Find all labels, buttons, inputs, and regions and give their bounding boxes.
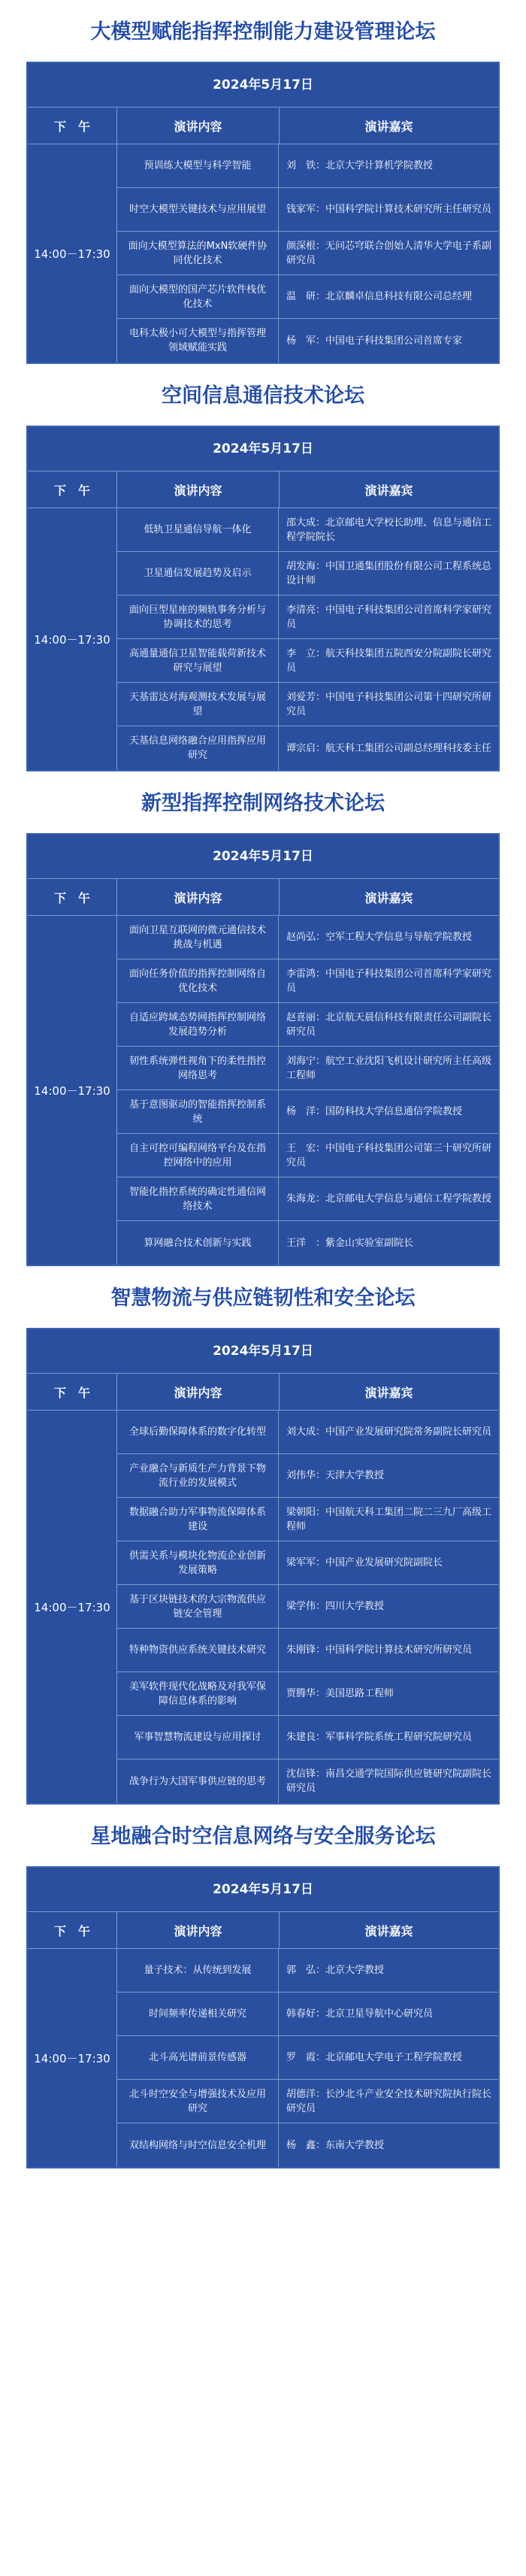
schedule-date: 2024年5月17日 xyxy=(28,1868,498,1912)
table-header-row xyxy=(28,471,498,508)
forum-section xyxy=(0,0,526,364)
talk-topic: 时空大模型关键技术与应用展望 xyxy=(117,188,279,231)
header-topic: 演讲内容 xyxy=(117,879,280,915)
table-row xyxy=(117,552,498,596)
talk-speaker: 王洋 ：紫金山实验室副院长 xyxy=(286,1237,414,1249)
table-row xyxy=(117,232,498,275)
talk-topic: 双结构网络与时空信息安全机理 xyxy=(117,2123,279,2167)
table-row xyxy=(117,319,498,362)
talk-topic: 面向巨型星座的频轨事务分析与协调技术的思考 xyxy=(117,596,279,638)
talk-speaker: 赵喜丽：北京航天晨信科技有限责任公司副院长研究员 xyxy=(286,1011,492,1038)
talk-topic: 卫星通信发展趋势及启示 xyxy=(117,552,279,595)
forum-title: 智慧物流与供应链韧性和安全论坛 xyxy=(110,1286,416,1310)
talk-topic: 自主可控可编程网络平台及在指控网络中的应用 xyxy=(117,1134,279,1177)
forum-title: 星地融合时空信息网络与安全服务论坛 xyxy=(90,1825,436,1848)
table-header-row xyxy=(28,1374,498,1411)
header-speaker: 演讲嘉宾 xyxy=(364,1923,413,1938)
table-row xyxy=(117,1585,498,1629)
talk-topic: 北斗高光谱前景传感器 xyxy=(117,2036,279,2079)
header-time: 下 午 xyxy=(28,1912,117,1948)
session-time: 14:00－17:30 xyxy=(28,144,117,362)
talk-topic: 军事智慧物流建设与应用探讨 xyxy=(117,1716,279,1759)
header-topic: 演讲内容 xyxy=(117,108,280,144)
talk-speaker: 梁学伟：四川大学教授 xyxy=(286,1601,385,1612)
schedule-date: 2024年5月17日 xyxy=(28,1329,498,1374)
talk-topic: 高通量通信卫星智能载荷新技术研究与展望 xyxy=(117,639,279,682)
talk-speaker: 郭 弘：北京大学教授 xyxy=(286,1965,385,1976)
header-speaker: 演讲嘉宾 xyxy=(364,119,413,134)
table-body xyxy=(28,1411,498,1803)
table-row xyxy=(117,959,498,1003)
table-row xyxy=(117,1177,498,1221)
talk-speaker: 杨 鑫：东南大学教授 xyxy=(286,2139,385,2151)
header-speaker: 演讲嘉宾 xyxy=(364,1385,413,1400)
session-time: 14:00－17:30 xyxy=(28,1949,117,2167)
header-topic: 演讲内容 xyxy=(117,1374,280,1410)
schedule-table xyxy=(26,426,500,771)
talk-topic: 基于意图驱动的智能指挥控制系统 xyxy=(117,1090,279,1133)
table-body xyxy=(28,1949,498,2167)
talk-topic: 战争行为大国军事供应链的思考 xyxy=(117,1759,279,1803)
talk-topic: 面向大模型的国产芯片软件栈优化技术 xyxy=(117,275,279,318)
table-row xyxy=(117,2123,498,2167)
schedule-date: 2024年5月17日 xyxy=(28,63,498,108)
talk-speaker: 温 研：北京麟卓信息科技有限公司总经理 xyxy=(286,291,473,302)
table-body xyxy=(28,508,498,770)
talk-topic: 特种物资供应系统关键技术研究 xyxy=(117,1629,279,1671)
talk-topic: 天基雷达对海观测技术发展与展望 xyxy=(117,683,279,726)
table-row xyxy=(117,1134,498,1177)
talk-topic: 美军软件现代化战略及对我军保障信息体系的影响 xyxy=(117,1672,279,1715)
talk-speaker: 梁军军：中国产业发展研究院副院长 xyxy=(286,1557,443,1568)
table-row xyxy=(117,1993,498,2036)
talk-speaker: 朱建良：军事科学院系统工程研究院研究员 xyxy=(286,1732,473,1743)
talk-speaker: 杨 军：中国电子科技集团公司首席专家 xyxy=(286,335,463,347)
talk-speaker: 沈信锋：南昌交通学院国际供应链研究院副院长研究员 xyxy=(286,1768,492,1794)
talk-speaker: 李清亮：中国电子科技集团公司首席科学家研究员 xyxy=(286,604,492,630)
talk-speaker: 朱海龙：北京邮电大学信息与通信工程学院教授 xyxy=(286,1193,492,1205)
talk-speaker: 杨 洋：国防科技大学信息通信学院教授 xyxy=(286,1106,463,1117)
table-row xyxy=(117,1003,498,1047)
talk-topic: 面向任务价值的指挥控制网络自优化技术 xyxy=(117,959,279,1002)
header-speaker: 演讲嘉宾 xyxy=(364,890,413,905)
table-body xyxy=(28,144,498,362)
table-row xyxy=(117,188,498,232)
talk-speaker: 刘 铁：北京大学计算机学院教授 xyxy=(286,160,434,171)
table-row xyxy=(117,2080,498,2123)
talk-topic: 电科太极小可大模型与指挥管理领域赋能实践 xyxy=(117,319,279,362)
talk-speaker: 刘爱芳：中国电子科技集团公司第十四研究所研究员 xyxy=(286,691,492,717)
forum-section xyxy=(0,364,526,771)
forum-section xyxy=(0,1266,526,1805)
talk-topic: 面向卫星互联网的微元通信技术挑战与机遇 xyxy=(117,916,279,959)
talk-topic: 数据融合助力军事物流保障体系建设 xyxy=(117,1498,279,1541)
table-row xyxy=(117,726,498,770)
table-body xyxy=(28,916,498,1265)
talk-topic: 算网融合技术创新与实践 xyxy=(117,1221,279,1265)
table-row xyxy=(117,1949,498,1993)
table-header-row xyxy=(28,1912,498,1949)
table-row xyxy=(117,1221,498,1265)
table-row xyxy=(117,1759,498,1803)
talk-speaker: 罗 霞：北京邮电大学电子工程学院教授 xyxy=(286,2052,463,2063)
talk-topic: 北斗时空安全与增强技术及应用研究 xyxy=(117,2080,279,2123)
talk-topic: 量子技术：从传统到发展 xyxy=(117,1949,279,1992)
schedule-table xyxy=(26,833,500,1266)
schedule-table xyxy=(26,1328,500,1805)
talk-topic: 基于区块链技术的大宗物流供应链安全管理 xyxy=(117,1585,279,1628)
talk-speaker: 刘大成：中国产业发展研究院常务副院长研究员 xyxy=(286,1426,492,1438)
forum-title: 新型指挥控制网络技术论坛 xyxy=(141,792,385,815)
table-header-row xyxy=(28,879,498,916)
talk-topic: 韧性系统弹性视角下的柔性指控网络思考 xyxy=(117,1047,279,1089)
talk-speaker: 邵大成：北京邮电大学校长助理、信息与通信工程学院院长 xyxy=(286,517,492,543)
header-time: 下 午 xyxy=(28,108,117,144)
forum-section xyxy=(0,1805,526,2168)
schedule-table xyxy=(26,62,500,364)
session-time: 14:00－17:30 xyxy=(28,1411,117,1803)
talk-topic: 产业融合与新质生产力背景下物流行业的发展模式 xyxy=(117,1454,279,1497)
header-time: 下 午 xyxy=(28,1374,117,1410)
talk-speaker: 赵尚弘：空军工程大学信息与导航学院教授 xyxy=(286,932,473,943)
table-row xyxy=(117,683,498,726)
table-row xyxy=(117,1498,498,1541)
table-row xyxy=(117,1454,498,1498)
talk-speaker: 谭宗启：航天科工集团公司副总经理科技委主任 xyxy=(286,742,492,754)
talk-topic: 自适应跨域态势网指挥控制网络发展趋势分析 xyxy=(117,1003,279,1046)
talk-speaker: 刘海宁：航空工业沈阳飞机设计研究所主任高级工程师 xyxy=(286,1055,492,1081)
talk-topic: 全球后勤保障体系的数字化转型 xyxy=(117,1411,279,1453)
talk-topic: 时间频率传递相关研究 xyxy=(117,1993,279,2035)
session-time: 14:00－17:30 xyxy=(28,916,117,1265)
table-row xyxy=(117,2036,498,2080)
talk-topic: 预训练大模型与科学智能 xyxy=(117,144,279,187)
talk-speaker: 朱刚锋：中国科学院计算技术研究所研究员 xyxy=(286,1644,473,1656)
table-row xyxy=(117,275,498,319)
table-row xyxy=(117,1672,498,1716)
session-time: 14:00－17:30 xyxy=(28,508,117,770)
schedule-date: 2024年5月17日 xyxy=(28,835,498,879)
talk-topic: 天基信息网络融合应用指挥应用研究 xyxy=(117,726,279,770)
header-topic: 演讲内容 xyxy=(117,1912,280,1948)
table-row xyxy=(117,508,498,552)
talk-speaker: 胡德洋：长沙北斗产业安全技术研究院执行院长研究员 xyxy=(286,2088,492,2114)
table-header-row xyxy=(28,108,498,144)
talk-topic: 面向大模型算法的MxN软硬件协同优化技术 xyxy=(117,232,279,274)
talk-speaker: 李 立：航天科技集团五院西安分院副院长研究员 xyxy=(286,647,492,674)
talk-speaker: 颜深根：无问芯穹联合创始人清华大学电子系副研究员 xyxy=(286,240,492,266)
table-row xyxy=(117,1716,498,1759)
talk-speaker: 韩春好：北京卫星导航中心研究员 xyxy=(286,2008,434,2020)
schedule-table xyxy=(26,1866,500,2168)
table-row xyxy=(117,916,498,959)
talk-speaker: 王 宏：中国电子科技集团公司第三十研究所研究员 xyxy=(286,1142,492,1168)
forum-title: 大模型赋能指挥控制能力建设管理论坛 xyxy=(90,20,436,44)
schedule-date: 2024年5月17日 xyxy=(28,427,498,471)
talk-speaker: 钱家军：中国科学院计算技术研究所主任研究员 xyxy=(286,204,492,215)
table-row xyxy=(117,1541,498,1585)
talk-topic: 低轨卫星通信导航一体化 xyxy=(117,508,279,551)
header-speaker: 演讲嘉宾 xyxy=(364,483,413,498)
header-topic: 演讲内容 xyxy=(117,471,280,508)
table-row xyxy=(117,1047,498,1090)
table-row xyxy=(117,596,498,639)
table-row xyxy=(117,1411,498,1454)
table-row xyxy=(117,144,498,188)
talk-speaker: 刘伟华：天津大学教授 xyxy=(286,1470,385,1481)
talk-speaker: 胡发海：中国卫通集团股份有限公司工程系统总设计师 xyxy=(286,560,492,586)
header-time: 下 午 xyxy=(28,879,117,915)
table-row xyxy=(117,1090,498,1134)
talk-topic: 供需关系与模块化物流企业创新发展策略 xyxy=(117,1541,279,1584)
talk-topic: 智能化指控系统的确定性通信网络技术 xyxy=(117,1177,279,1220)
header-time: 下 午 xyxy=(28,471,117,508)
talk-speaker: 李雷鸿：中国电子科技集团公司首席科学家研究员 xyxy=(286,968,492,994)
forum-section xyxy=(0,771,526,1266)
table-row xyxy=(117,1629,498,1672)
table-row xyxy=(117,639,498,683)
talk-speaker: 贾腾华：美国思路工程师 xyxy=(286,1688,394,1699)
forum-title: 空间信息通信技术论坛 xyxy=(162,384,364,408)
talk-speaker: 梁朝阳：中国航天科工集团二院二三九厂高级工程师 xyxy=(286,1506,492,1532)
